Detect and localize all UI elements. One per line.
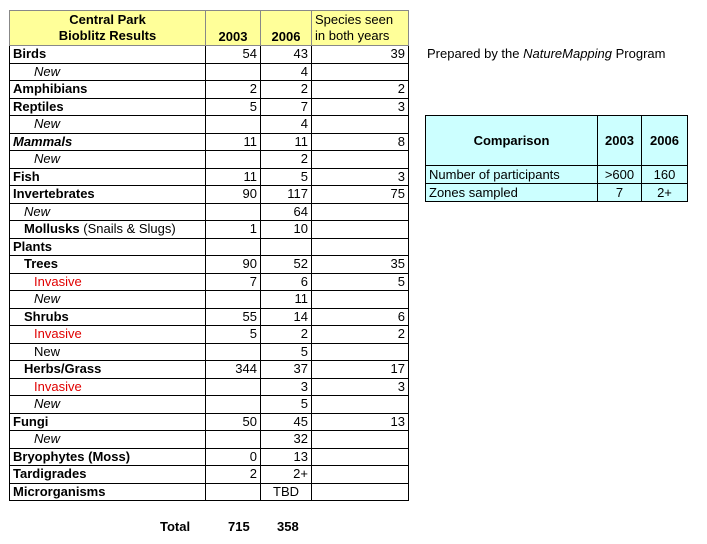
cell-2003 — [206, 483, 261, 501]
table-row — [10, 448, 409, 466]
cell-both: 2 — [312, 326, 409, 344]
cell-2006: 6 — [261, 273, 312, 291]
cell-2003 — [206, 203, 261, 221]
cell-2003: 5 — [206, 98, 261, 116]
table-row — [10, 186, 409, 204]
table-row — [10, 116, 409, 134]
species-header-line1: Species seen — [315, 12, 394, 27]
cell-2003: 2 — [206, 81, 261, 99]
cell-both: 39 — [312, 46, 409, 64]
cell-2003: 0 — [206, 448, 261, 466]
row-label: Shrubs — [10, 308, 206, 326]
prepared-by-note — [427, 46, 665, 61]
cell-both: 2 — [312, 81, 409, 99]
comparison-header-2003: 2003 — [598, 116, 642, 166]
cell-both: 17 — [312, 361, 409, 379]
cell-both — [312, 63, 409, 81]
table-row — [10, 466, 409, 484]
cell-both — [312, 238, 409, 256]
row-label: Plants — [10, 238, 206, 256]
table-row — [10, 431, 409, 449]
comparison-header-row — [426, 116, 688, 166]
cell-2003 — [206, 116, 261, 134]
cell-2006: 2 — [261, 326, 312, 344]
comparison-2003: >600 — [598, 166, 642, 184]
total-2006: 358 — [277, 519, 299, 534]
table-row — [10, 343, 409, 361]
comparison-2006: 2+ — [642, 184, 688, 202]
column-header-2006: 2006 — [261, 11, 312, 46]
cell-2003: 2 — [206, 466, 261, 484]
cell-both: 13 — [312, 413, 409, 431]
cell-2006: 3 — [261, 378, 312, 396]
prepared-program-name: NatureMapping — [523, 46, 613, 61]
cell-2003: 11 — [206, 133, 261, 151]
row-label: New — [10, 396, 206, 414]
row-label: New — [10, 291, 206, 309]
cell-2003: 55 — [206, 308, 261, 326]
row-label: Fungi — [10, 413, 206, 431]
cell-2006: 45 — [261, 413, 312, 431]
row-label-main: Mollusks — [24, 221, 80, 237]
species-header-line2: in both years — [315, 28, 390, 43]
total-2003: 715 — [228, 519, 250, 534]
table-row — [10, 361, 409, 379]
row-label: New — [10, 116, 206, 134]
cell-2003: 344 — [206, 361, 261, 379]
cell-2006: TBD — [261, 483, 312, 501]
cell-2006: 2 — [261, 151, 312, 169]
row-label: Bryophytes (Moss) — [10, 448, 206, 466]
cell-2003 — [206, 291, 261, 309]
cell-2006: 4 — [261, 116, 312, 134]
cell-2003 — [206, 396, 261, 414]
table-title-line1: Central Park — [69, 12, 146, 27]
cell-both: 35 — [312, 256, 409, 274]
cell-2006: 7 — [261, 98, 312, 116]
bioblitz-results-table — [9, 10, 409, 501]
prepared-suffix: Program — [612, 46, 666, 61]
table-row — [10, 326, 409, 344]
cell-2003: 7 — [206, 273, 261, 291]
column-header-2003: 2003 — [206, 11, 261, 46]
cell-2006: 11 — [261, 133, 312, 151]
row-label: Microrganisms — [10, 483, 206, 501]
table-header-row — [10, 11, 409, 46]
column-header-species-both — [312, 11, 409, 46]
cell-2003: 11 — [206, 168, 261, 186]
cell-2006: 4 — [261, 63, 312, 81]
row-label: Invasive — [10, 273, 206, 291]
table-row — [10, 483, 409, 501]
comparison-label: Zones sampled — [426, 184, 598, 202]
cell-2003: 54 — [206, 46, 261, 64]
row-label: Fish — [10, 168, 206, 186]
cell-2006: 117 — [261, 186, 312, 204]
row-label: New — [10, 343, 206, 361]
cell-both: 5 — [312, 273, 409, 291]
cell-2003 — [206, 343, 261, 361]
cell-2006: 5 — [261, 343, 312, 361]
cell-2006: 2 — [261, 81, 312, 99]
table-row — [10, 81, 409, 99]
row-label-suffix: (Snails & Slugs) — [79, 221, 176, 237]
row-label: Birds — [10, 46, 206, 64]
table-row — [10, 273, 409, 291]
comparison-label: Number of participants — [426, 166, 598, 184]
cell-2006: 11 — [261, 291, 312, 309]
row-label: Invasive — [10, 326, 206, 344]
comparison-table — [425, 115, 688, 202]
table-row — [10, 46, 409, 64]
cell-both — [312, 483, 409, 501]
cell-2006: 14 — [261, 308, 312, 326]
cell-2006: 10 — [261, 221, 312, 239]
table-row — [10, 238, 409, 256]
cell-both — [312, 448, 409, 466]
cell-2006: 5 — [261, 168, 312, 186]
cell-2003: 50 — [206, 413, 261, 431]
cell-both: 8 — [312, 133, 409, 151]
row-label: New — [10, 151, 206, 169]
cell-2003 — [206, 378, 261, 396]
table-row — [10, 308, 409, 326]
cell-2006: 13 — [261, 448, 312, 466]
row-label — [10, 221, 206, 239]
cell-2003: 90 — [206, 186, 261, 204]
row-label: Trees — [10, 256, 206, 274]
cell-2006: 64 — [261, 203, 312, 221]
table-row — [10, 203, 409, 221]
cell-both: 6 — [312, 308, 409, 326]
cell-2003: 1 — [206, 221, 261, 239]
table-row — [10, 98, 409, 116]
table-row — [10, 396, 409, 414]
cell-both — [312, 203, 409, 221]
cell-2006 — [261, 238, 312, 256]
cell-both — [312, 396, 409, 414]
table-title-line2: Bioblitz Results — [58, 28, 157, 43]
cell-2006: 32 — [261, 431, 312, 449]
cell-both — [312, 466, 409, 484]
comparison-row — [426, 166, 688, 184]
cell-2003: 90 — [206, 256, 261, 274]
comparison-title: Comparison — [426, 116, 598, 166]
table-row — [10, 291, 409, 309]
prepared-prefix: Prepared by the — [427, 46, 524, 61]
row-label: Invertebrates — [10, 186, 206, 204]
cell-both: 3 — [312, 378, 409, 396]
row-label: Tardigrades — [10, 466, 206, 484]
table-row — [10, 151, 409, 169]
cell-2006: 43 — [261, 46, 312, 64]
row-label: New — [10, 431, 206, 449]
comparison-row — [426, 184, 688, 202]
comparison-2003: 7 — [598, 184, 642, 202]
cell-2006: 37 — [261, 361, 312, 379]
row-label: Mammals — [10, 133, 206, 151]
row-label: Reptiles — [10, 98, 206, 116]
table-row — [10, 63, 409, 81]
cell-both — [312, 151, 409, 169]
table-row — [10, 378, 409, 396]
cell-2003: 5 — [206, 326, 261, 344]
row-label: New — [10, 63, 206, 81]
row-label: Herbs/Grass — [10, 361, 206, 379]
total-label: Total — [160, 519, 191, 534]
cell-2006: 2+ — [261, 466, 312, 484]
cell-2003 — [206, 431, 261, 449]
table-row — [10, 168, 409, 186]
cell-2003 — [206, 238, 261, 256]
cell-both — [312, 291, 409, 309]
row-label: New — [10, 203, 206, 221]
cell-both — [312, 221, 409, 239]
cell-both — [312, 343, 409, 361]
table-row — [10, 221, 409, 239]
cell-both — [312, 431, 409, 449]
cell-both: 75 — [312, 186, 409, 204]
comparison-2006: 160 — [642, 166, 688, 184]
cell-2003 — [206, 63, 261, 81]
table-row — [10, 133, 409, 151]
cell-2006: 52 — [261, 256, 312, 274]
cell-both: 3 — [312, 98, 409, 116]
cell-2006: 5 — [261, 396, 312, 414]
comparison-header-2006: 2006 — [642, 116, 688, 166]
cell-both — [312, 116, 409, 134]
table-row — [10, 413, 409, 431]
row-label: Amphibians — [10, 81, 206, 99]
table-title — [10, 11, 206, 46]
row-label: Invasive — [10, 378, 206, 396]
table-row — [10, 256, 409, 274]
cell-both: 3 — [312, 168, 409, 186]
cell-2003 — [206, 151, 261, 169]
